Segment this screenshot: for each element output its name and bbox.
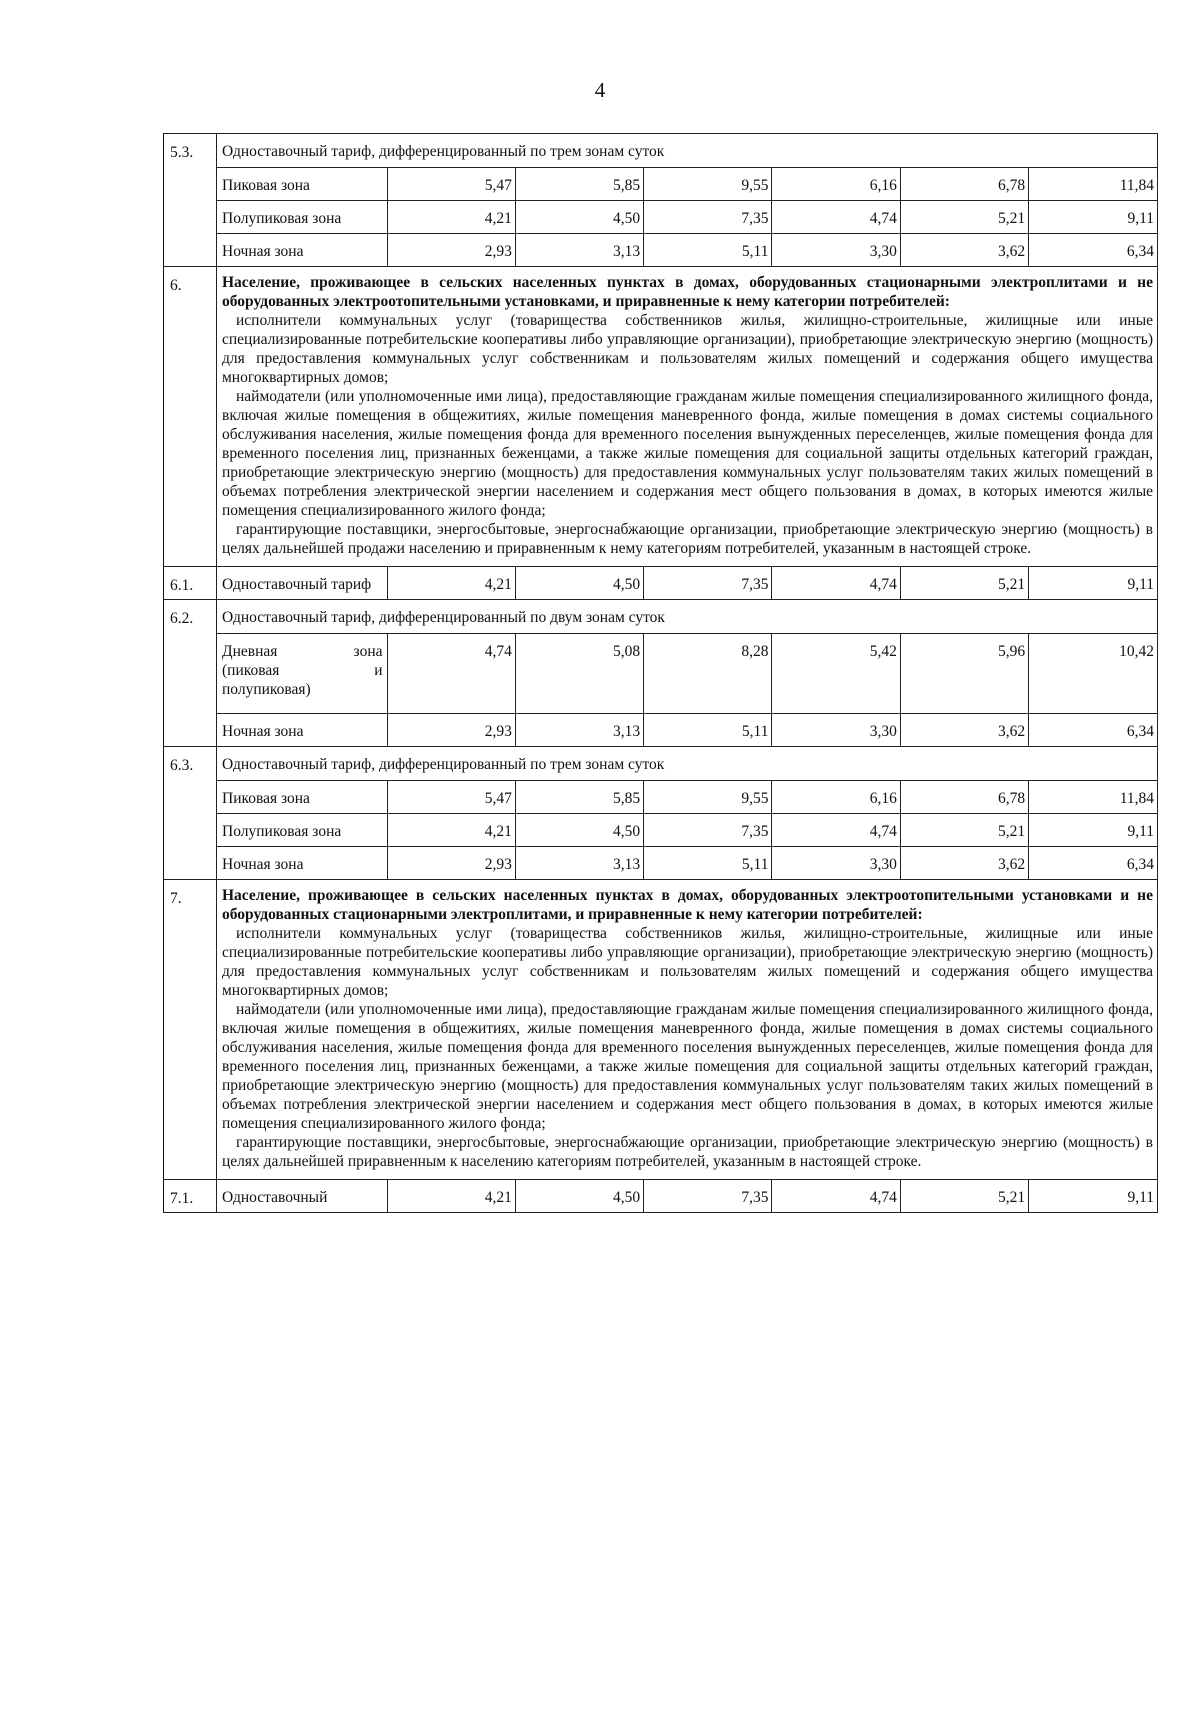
zone-label: Ночная зона <box>217 234 387 267</box>
tariff-value: 7,35 <box>644 567 772 599</box>
row-number: 6.1. <box>164 567 217 600</box>
tariff-value: 9,11 <box>1029 201 1157 234</box>
tariff-value: 3,13 <box>515 847 643 880</box>
tariff-value: 2,93 <box>387 714 515 747</box>
row-number: 6.2. <box>164 600 217 747</box>
zone-label: Полупиковая зона <box>217 201 387 234</box>
row-6-3 <box>164 747 1158 880</box>
row-6 <box>164 267 1158 567</box>
tariff-value: 4,21 <box>387 814 515 847</box>
category-description <box>217 880 1158 1180</box>
tariff-value: 5,85 <box>515 168 643 201</box>
row-number: 7. <box>164 880 217 1180</box>
zone-label-word: Дневная <box>222 643 278 660</box>
tariff-value: 3,62 <box>900 714 1028 747</box>
tariff-value: 9,11 <box>1029 567 1157 599</box>
tariff-value: 5,42 <box>772 634 900 714</box>
category-paragraph: исполнители коммунальных услуг (товарищества собственников жилья, жилищно-строительные, жилищные или иные специализированные потребительские кооперативы либо управляющие организации), приобретающие электрическую энергию (мощность) для предоставления коммунальных услуг собственникам и пользователям жилых помещений и содержания общего имущества многоквартирных домов; <box>222 312 1153 386</box>
tariff-values <box>217 168 1157 266</box>
tariff-value: 3,62 <box>900 847 1028 880</box>
zone-label: Пиковая зона <box>217 168 387 201</box>
tariff-row <box>217 1180 1157 1212</box>
zone-label-word: и <box>374 662 383 679</box>
category-paragraph: гарантирующие поставщики, энергосбытовые, энергоснабжающие организации, приобретающие электрическую энергию (мощность) в целях дальнейшей продажи населению и приравненным к нему категориям потребителей, указанным в настоящей строке. <box>222 521 1153 557</box>
tariff-label: Одноставочный тариф <box>217 567 387 599</box>
tariff-value: 7,35 <box>644 201 772 234</box>
tariff-table <box>163 133 1158 1213</box>
tariff-value: 5,96 <box>900 634 1028 714</box>
zone-row-semipeak <box>217 814 1157 847</box>
tariff-value: 5,11 <box>644 234 772 267</box>
row-number: 6.3. <box>164 747 217 880</box>
tariff-value: 4,74 <box>772 814 900 847</box>
tariff-value: 6,78 <box>900 168 1028 201</box>
tariff-value: 5,47 <box>387 168 515 201</box>
tariff-value: 4,50 <box>515 814 643 847</box>
row-number: 7.1. <box>164 1180 217 1213</box>
category-paragraph: гарантирующие поставщики, энергосбытовые, энергоснабжающие организации, приобретающие электрическую энергию (мощность) в целях дальнейшей приравненным к населению категориям потребителей, указанным в настоящей строке. <box>222 1134 1153 1170</box>
zone-label-word: полупиковая) <box>222 681 311 698</box>
zone-label: Ночная зона <box>217 714 387 747</box>
tariff-value: 4,74 <box>772 201 900 234</box>
tariff-value: 9,55 <box>644 781 772 814</box>
tariff-values <box>217 781 1157 879</box>
category-description <box>217 267 1158 567</box>
tariff-value: 5,85 <box>515 781 643 814</box>
category-paragraph: исполнители коммунальных услуг (товарищества собственников жилья, жилищно-строительные, жилищные или иные специализированные потребительские кооперативы либо управляющие организации), приобретающие электрическую энергию (мощность) для предоставления коммунальных услуг собственникам и пользователям жилых помещений и содержания общего имущества многоквартирных домов; <box>222 925 1153 999</box>
tariff-values <box>217 634 1157 746</box>
zone-row-semipeak <box>217 201 1157 234</box>
tariff-value: 4,50 <box>515 567 643 599</box>
category-paragraph: наймодатели (или уполномоченные ими лица), предоставляющие гражданам жилые помещения специализированного жилищного фонда, включая жилые помещения в общежитиях, жилые помещения маневренного фонда, жилые помещения в домах системы социального обслуживания населения, жилые помещения фонда для временного поселения вынужденных переселенцев, жилые помещения фонда для временного поселения лиц, признанных беженцами, а также жилые помещения для социальной защиты отдельных категорий граждан, приобретающие электрическую энергию (мощность) для предоставления коммунальных услуг пользователям таких жилых помещений в объемах потребления электрической энергии населением и содержания мест общего пользования в домах, в которых имеются жилые помещения специализированного жилого фонда; <box>222 1001 1153 1132</box>
tariff-value: 11,84 <box>1029 168 1157 201</box>
tariff-value: 2,93 <box>387 234 515 267</box>
tariff-value: 3,30 <box>772 234 900 267</box>
row-title: Одноставочный тариф, дифференцированный по трем зонам суток <box>217 134 1157 168</box>
zone-label: Ночная зона <box>217 847 387 880</box>
tariff-value: 5,11 <box>644 714 772 747</box>
tariff-value: 7,35 <box>644 1180 772 1212</box>
tariff-value: 7,35 <box>644 814 772 847</box>
tariff-value: 6,34 <box>1029 234 1157 267</box>
tariff-values <box>217 567 1157 599</box>
tariff-value: 4,50 <box>515 1180 643 1212</box>
tariff-value: 3,13 <box>515 714 643 747</box>
tariff-value: 8,28 <box>644 634 772 714</box>
zone-label: Пиковая зона <box>217 781 387 814</box>
tariff-value: 11,84 <box>1029 781 1157 814</box>
zone-label-word: зона <box>353 643 383 660</box>
tariff-value: 5,47 <box>387 781 515 814</box>
row-title: Одноставочный тариф, дифференцированный по трем зонам суток <box>217 747 1157 781</box>
row-6-2 <box>164 600 1158 747</box>
row-7 <box>164 880 1158 1180</box>
tariff-value: 6,78 <box>900 781 1028 814</box>
zone-row-night <box>217 847 1157 880</box>
tariff-value: 3,62 <box>900 234 1028 267</box>
tariff-value: 4,50 <box>515 201 643 234</box>
tariff-value: 4,74 <box>772 567 900 599</box>
tariff-value: 10,42 <box>1029 634 1157 714</box>
tariff-value: 4,74 <box>387 634 515 714</box>
zone-row-night <box>217 234 1157 267</box>
tariff-values <box>217 1180 1157 1212</box>
category-heading: Население, проживающее в сельских населенных пунктах в домах, оборудованных электроотопительными установками и не оборудованных стационарными электроплитами, и приравненные к нему категории потребителей: <box>222 887 1153 923</box>
zone-row-peak <box>217 168 1157 201</box>
zone-label-word: (пиковая <box>222 662 280 679</box>
row-number: 5.3. <box>164 134 217 267</box>
row-5-3 <box>164 134 1158 267</box>
tariff-value: 4,21 <box>387 567 515 599</box>
zone-row-night <box>217 714 1157 747</box>
tariff-value: 6,16 <box>772 781 900 814</box>
row-title: Одноставочный тариф, дифференцированный по двум зонам суток <box>217 600 1157 634</box>
tariff-value: 5,08 <box>515 634 643 714</box>
tariff-value: 6,16 <box>772 168 900 201</box>
tariff-value: 3,30 <box>772 714 900 747</box>
tariff-label: Одноставочный <box>217 1180 387 1212</box>
zone-row-peak <box>217 781 1157 814</box>
tariff-value: 5,21 <box>900 201 1028 234</box>
tariff-value: 5,21 <box>900 1180 1028 1212</box>
tariff-value: 2,93 <box>387 847 515 880</box>
row-7-1 <box>164 1180 1158 1213</box>
zone-label <box>217 634 387 714</box>
tariff-value: 9,11 <box>1029 814 1157 847</box>
row-6-1 <box>164 567 1158 600</box>
row-number: 6. <box>164 267 217 567</box>
tariff-value: 6,34 <box>1029 714 1157 747</box>
tariff-row <box>217 567 1157 599</box>
tariff-value: 5,21 <box>900 567 1028 599</box>
tariff-value: 4,74 <box>772 1180 900 1212</box>
tariff-value: 6,34 <box>1029 847 1157 880</box>
tariff-value: 4,21 <box>387 201 515 234</box>
tariff-value: 4,21 <box>387 1180 515 1212</box>
zone-label: Полупиковая зона <box>217 814 387 847</box>
tariff-value: 3,13 <box>515 234 643 267</box>
category-heading: Население, проживающее в сельских населенных пунктах в домах, оборудованных стационарными электроплитами и не оборудованных электроотопительными установками, и приравненные к нему категории потребителей: <box>222 274 1153 310</box>
tariff-value: 5,21 <box>900 814 1028 847</box>
page-number: 4 <box>594 78 606 102</box>
tariff-value: 9,55 <box>644 168 772 201</box>
category-paragraph: наймодатели (или уполномоченные ими лица), предоставляющие гражданам жилые помещения специализированного жилищного фонда, включая жилые помещения в общежитиях, жилые помещения маневренного фонда, жилые помещения в домах системы социального обслуживания населения, жилые помещения фонда для временного поселения вынужденных переселенцев, жилые помещения фонда для временного поселения лиц, признанных беженцами, а также жилые помещения для социальной защиты отдельных категорий граждан, приобретающие электрическую энергию (мощность) для предоставления коммунальных услуг пользователям таких жилых помещений в объемах потребления электрической энергии населением и содержания мест общего пользования в домах, в которых имеются жилые помещения специализированного жилого фонда; <box>222 388 1153 519</box>
tariff-value: 3,30 <box>772 847 900 880</box>
tariff-value: 9,11 <box>1029 1180 1157 1212</box>
zone-row-day <box>217 634 1157 714</box>
tariff-value: 5,11 <box>644 847 772 880</box>
